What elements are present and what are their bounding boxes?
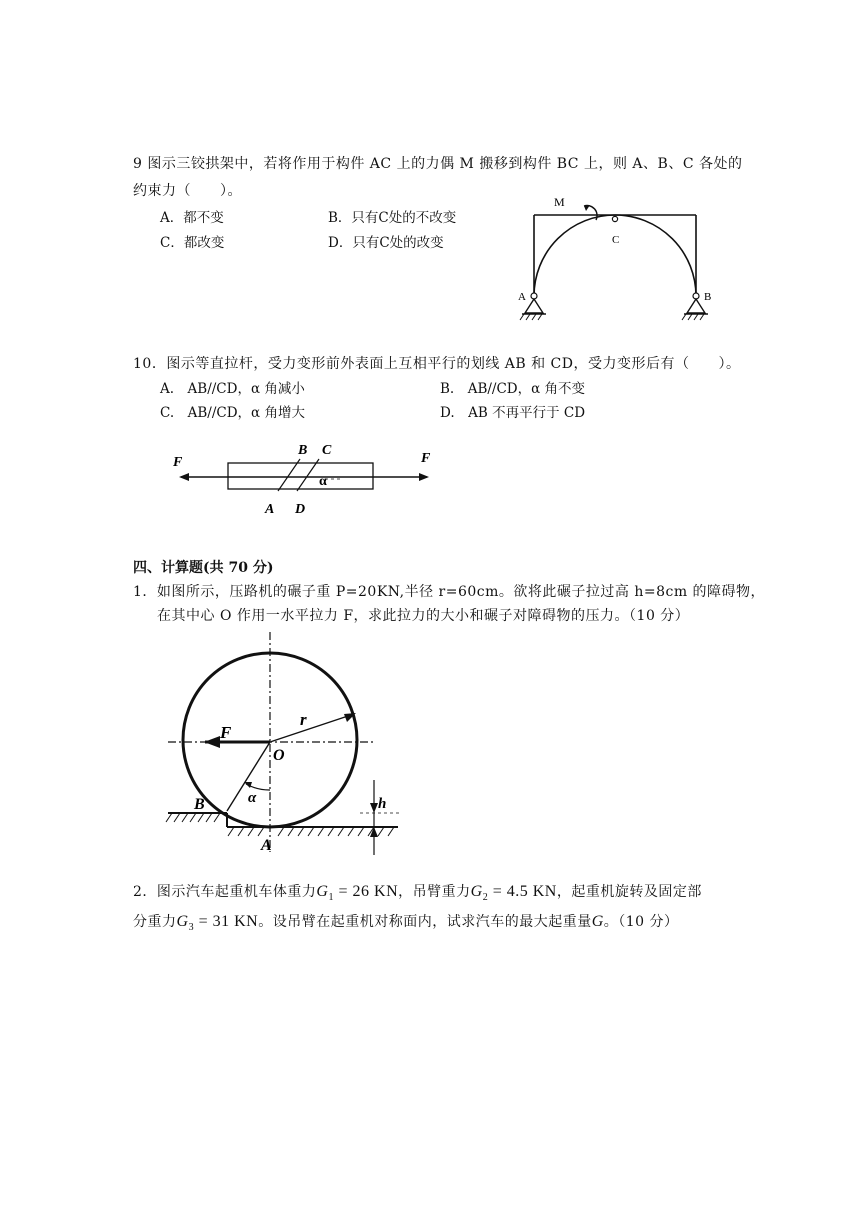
label-r: r: [300, 710, 307, 729]
q10-option-a: A. AB//CD，α 角减小: [160, 381, 305, 397]
label-c: C: [612, 234, 620, 246]
q9-option-d: D．只有C处的改变: [328, 235, 444, 251]
hinge-c: [612, 216, 617, 221]
section-title: 四、计算题(共 70 分): [133, 560, 274, 576]
line-cd: [297, 459, 319, 491]
q9-three-hinged-arch-figure: [508, 190, 738, 330]
g1-symbol: G: [316, 883, 329, 900]
p1-line1: 1．如图所示，压路机的碾子重 P=20KN,半径 r=60cm。欲将此碾子拉过高 h=8cm 的障碍物，: [133, 584, 766, 600]
q10-option-b: B. AB//CD，α 角不变: [440, 381, 586, 397]
label-b: B: [704, 291, 712, 303]
q10-tension-bar-figure: [165, 435, 445, 520]
label-d: D: [295, 502, 306, 517]
roller-obstacle-figure: [160, 630, 415, 860]
g-symbol: G: [591, 913, 604, 930]
label-b: B: [298, 443, 308, 458]
label-c: C: [322, 443, 332, 458]
label-a: A: [265, 502, 275, 517]
label-m: M: [554, 195, 565, 209]
label-a: A: [261, 837, 272, 854]
p2-line2: 分重力$G_3 = 31$ KN。设吊臂在起重机对称面内，试求汽车的最大起重量G。（10 分）: [133, 913, 679, 933]
q9-option-c: C．都改变: [160, 235, 225, 251]
line-ab: [278, 459, 300, 491]
q9-option-a: A．都不变: [160, 210, 224, 226]
p1-line2: 在其中心 O 作用一水平拉力 F，求此拉力的大小和碾子对障碍物的压力。（10 分）: [157, 608, 690, 624]
q10-option-c: C. AB//CD，α 角增大: [160, 405, 305, 421]
label-a: A: [518, 291, 526, 303]
q9-option-b: B．只有C处的不改变: [328, 210, 457, 226]
label-b: B: [194, 796, 205, 813]
q10-option-d: D. AB 不再平行于 CD: [440, 405, 586, 421]
g2-symbol: G: [470, 883, 483, 900]
label-h: h: [378, 796, 387, 812]
label-f-right: F: [421, 451, 431, 466]
label-alpha: α: [248, 790, 257, 806]
label-f-left: F: [173, 455, 183, 470]
q9-line2: 约束力（ ）。: [133, 183, 242, 199]
label-f: F: [220, 723, 232, 742]
q9-line1: 9 图示三铰拱架中，若将作用于构件 AC 上的力偶 M 搬移到构件 BC 上，则 A、B、C 各处的: [133, 156, 743, 172]
p2-line1: 2．图示汽车起重机车体重力$G_1 = 26$ KN，吊臂重力$G_2 = 4.5$ KN，起重机旋转及固定部: [133, 883, 702, 903]
label-alpha: α: [319, 474, 327, 489]
q10-line1: 10．图示等直拉杆，受力变形前外表面上互相平行的划线 AB 和 CD，受力变形后有（ ）。: [133, 356, 741, 372]
g3-symbol: G: [176, 913, 189, 930]
label-o: O: [273, 747, 285, 764]
